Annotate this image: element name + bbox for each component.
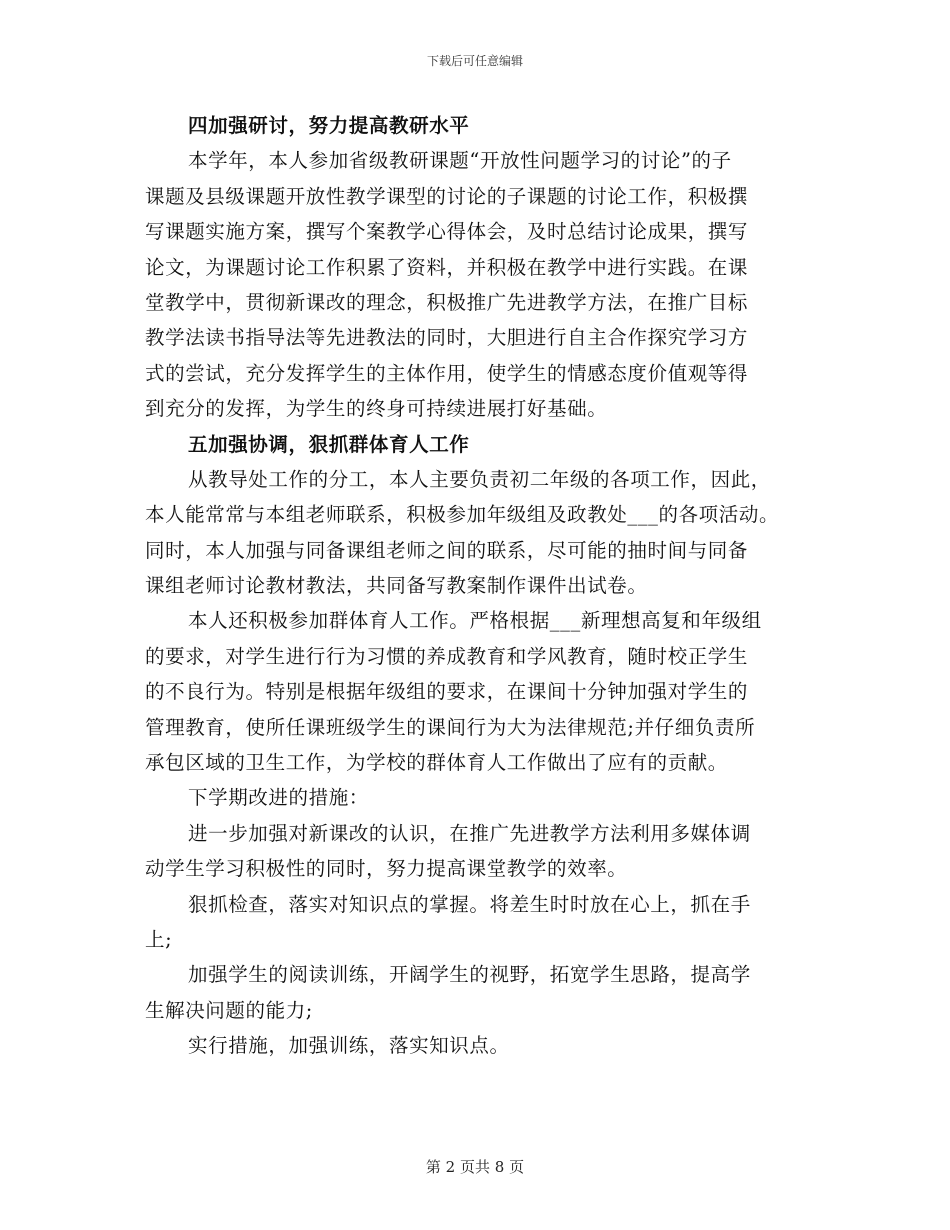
paragraph-line: 上;: [145, 927, 173, 951]
paragraph-line: 堂教学中，贯彻新课改的理念，积极推广先进教学方法，在推广目标: [145, 290, 749, 314]
paragraph-line: 管理教育，使所任课班级学生的课间行为大为法律规范;并仔细负责所: [145, 715, 756, 739]
paragraph-line: 的不良行为。特别是根据年级组的要求，在课间十分钟加强对学生的: [145, 680, 749, 704]
section-heading-4: 四加强研讨，努力提高教研水平: [188, 114, 470, 137]
page-header: 下载后可任意编辑: [426, 54, 523, 68]
paragraph-line: 课组老师讨论教材教法，共同备写教案制作课件出试卷。: [145, 574, 648, 598]
document-body: [145, 108, 825, 1064]
paragraph-line: 到充分的发挥，为学生的终身可持续进展打好基础。: [145, 397, 608, 421]
paragraph-line: 的要求，对学生进行行为习惯的养成教育和学风教育，随时校正学生: [145, 644, 749, 668]
paragraph-line: 课题及县级课题开放性教学课型的讨论的子课题的讨论工作，积极撰: [145, 184, 749, 208]
paragraph-line: 加强学生的阅读训练，开阔学生的视野，拓宽学生思路，提高学: [188, 963, 751, 987]
paragraph-line: 生解决问题的能力;: [145, 998, 313, 1022]
paragraph-line: 狠抓检查，落实对知识点的掌握。将差生时时放在心上，抓在手: [188, 892, 751, 916]
paragraph-line: 本人能常常与本组老师联系，积极参加年级组及政教处___的各项活动。: [145, 503, 780, 527]
paragraph-line: 式的尝试，充分发挥学生的主体作用，使学生的情感态度价值观等得: [145, 361, 749, 385]
page-number-footer: 第 2 页共 8 页: [425, 1158, 525, 1176]
paragraph-line: 本学年，本人参加省级教研课题“开放性问题学习的讨论”的子: [188, 149, 732, 173]
paragraph-line: 论文，为课题讨论工作积累了资料，并积极在教学中进行实践。在课: [145, 255, 749, 279]
paragraph-line: 教学法读书指导法等先进教法的同时，大胆进行自主合作探究学习方: [145, 326, 749, 350]
section-heading-5: 五加强协调，狠抓群体育人工作: [188, 432, 470, 456]
paragraph-line: 写课题实施方案，撰写个案教学心得体会，及时总结讨论成果，撰写: [145, 220, 749, 244]
paragraph-line: 承包区域的卫生工作，为学校的群体育人工作做出了应有的贡献。: [145, 751, 728, 775]
paragraph-line: 实行措施，加强训练，落实知识点。: [188, 1034, 510, 1058]
paragraph-line: 本人还积极参加群体育人工作。严格根据___新理想高复和年级组: [188, 609, 762, 633]
paragraph-line: 下学期改进的措施：: [188, 786, 369, 810]
paragraph-line: 进一步加强对新课改的认识，在推广先进教学方法利用多媒体调: [188, 821, 751, 845]
paragraph-line: 从教导处工作的分工，本人主要负责初二年级的各项工作，因此，: [188, 467, 771, 491]
paragraph-line: 动学生学习积极性的同时，努力提高课堂教学的效率。: [145, 857, 628, 881]
paragraph-line: 同时，本人加强与同备课组老师之间的联系，尽可能的抽时间与同备: [145, 538, 749, 562]
